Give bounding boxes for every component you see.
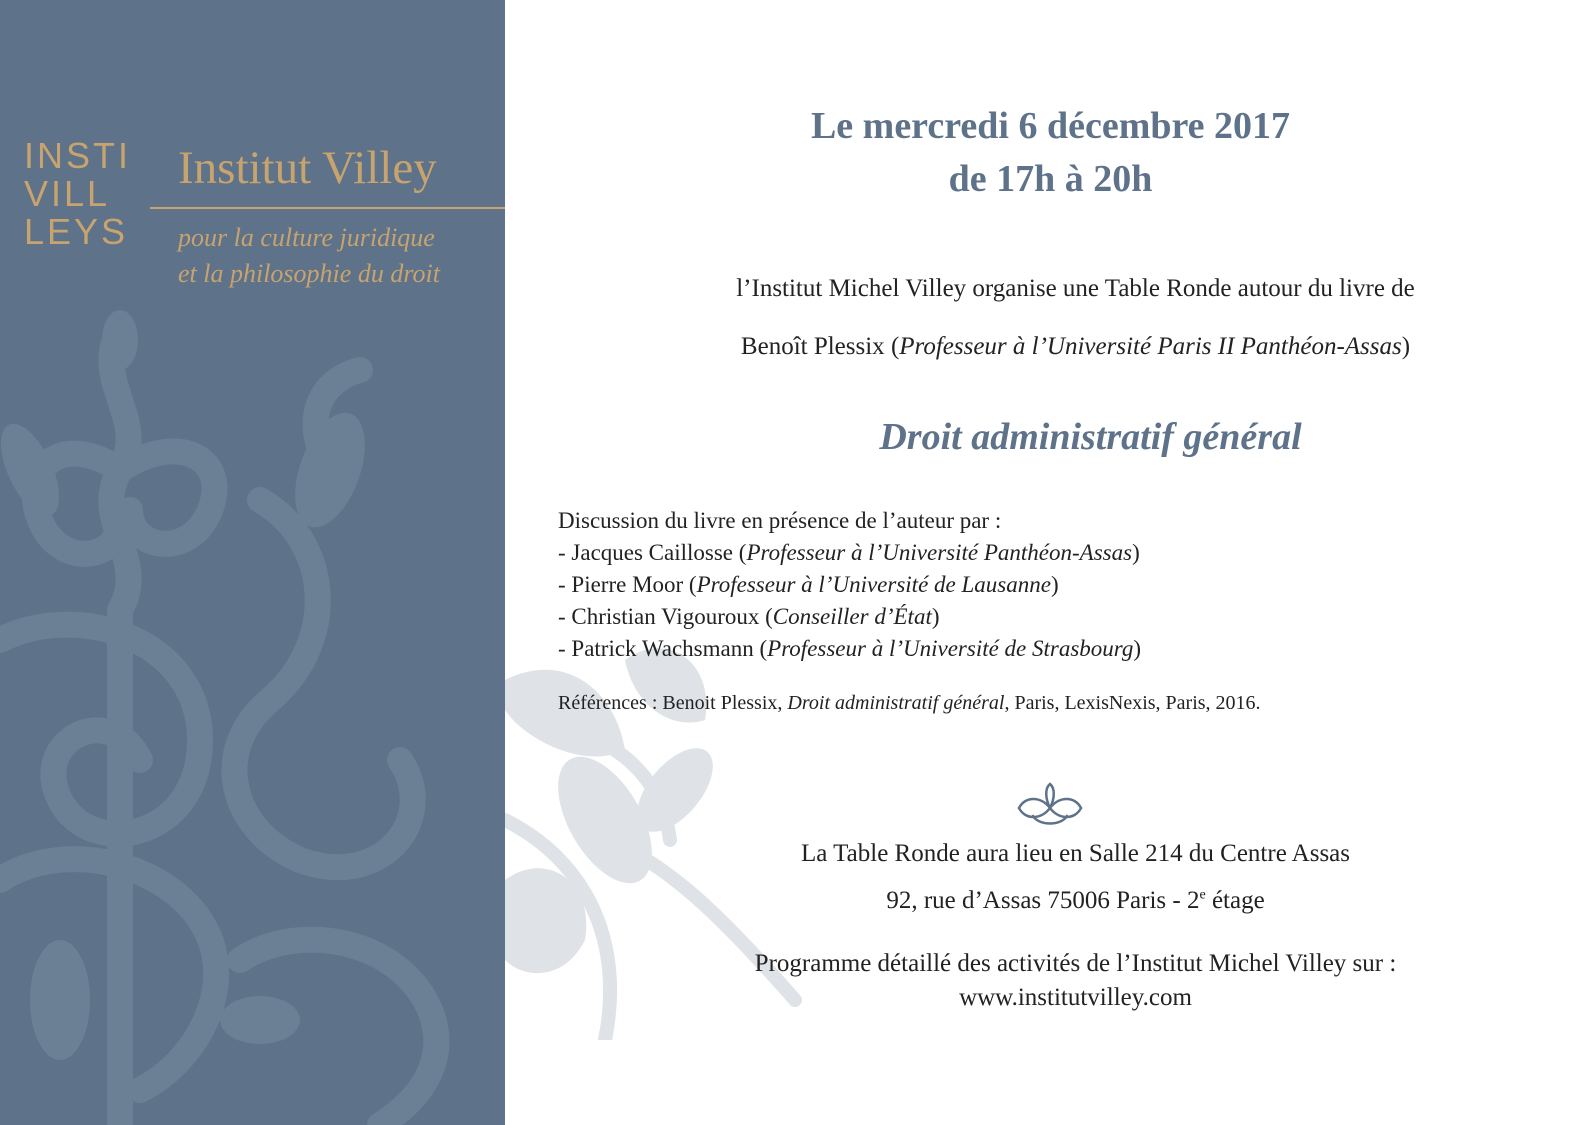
panelist-name: - Patrick Wachsmann ( bbox=[558, 636, 768, 661]
panelist-role: Conseiller d’État bbox=[772, 604, 932, 629]
website-link[interactable]: www.institutvilley.com bbox=[959, 984, 1192, 1011]
references-suffix: , Paris, LexisNexis, Paris, 2016. bbox=[1004, 692, 1261, 714]
logo-divider bbox=[150, 207, 505, 209]
logo-mark bbox=[24, 138, 149, 252]
author-role: Professeur à l’Université Paris II Panthéon-Assas bbox=[899, 333, 1402, 360]
tagline-line: et la philosophie du droit bbox=[178, 259, 440, 288]
tagline-line: pour la culture juridique bbox=[178, 223, 435, 252]
paren-close: ) bbox=[931, 604, 940, 629]
author-name: Benoît Plessix bbox=[740, 333, 885, 360]
floor-text: étage bbox=[1205, 887, 1265, 914]
panelist-item bbox=[558, 601, 1141, 633]
paren-close: ) bbox=[1050, 572, 1059, 597]
book-title: Droit administratif général bbox=[879, 416, 1302, 458]
logo-mark-line: INSTI bbox=[24, 138, 132, 176]
references-prefix: Références : Benoit Plessix, bbox=[558, 692, 788, 714]
panelist-name: - Christian Vigouroux ( bbox=[558, 604, 773, 629]
event-date bbox=[505, 100, 1596, 206]
flourish-divider-icon bbox=[1015, 780, 1085, 830]
date-line: Le mercredi 6 décembre 2017 bbox=[810, 105, 1291, 147]
panelist-role: Professeur à l’Université de Lausanne bbox=[696, 572, 1051, 597]
paren-close: ) bbox=[1132, 540, 1140, 565]
panelist-name: - Pierre Moor ( bbox=[558, 572, 697, 597]
references-title: Droit administratif général bbox=[787, 692, 1005, 714]
paren-open: ( bbox=[884, 333, 900, 360]
paren-close: ) bbox=[1401, 333, 1411, 360]
author-line bbox=[530, 333, 1596, 361]
logo-title: Institut Villey bbox=[178, 142, 437, 194]
address-text: 92, rue d’Assas 75006 Paris - 2 bbox=[886, 887, 1200, 914]
panelist-item bbox=[558, 537, 1141, 569]
venue-line: La Table Ronde aura lieu en Salle 214 du Centre Assas bbox=[800, 840, 1351, 867]
address-line bbox=[530, 887, 1596, 915]
panelist-item bbox=[558, 633, 1141, 665]
discussion-heading: Discussion du livre en présence de l’auteur par : bbox=[558, 508, 1002, 533]
main-content bbox=[505, 0, 1596, 1125]
panelist-item bbox=[558, 569, 1141, 601]
panelist-role: Professeur à l’Université de Strasbourg bbox=[767, 636, 1134, 661]
logo-mark-line: VILL bbox=[24, 176, 111, 214]
panelist-role: Professeur à l’Université Panthéon-Assas bbox=[746, 540, 1133, 565]
paren-close: ) bbox=[1133, 636, 1142, 661]
logo-mark-line: LEYS bbox=[24, 214, 129, 252]
logo-tagline bbox=[178, 220, 440, 292]
left-panel bbox=[0, 0, 505, 1125]
event-intro: l’Institut Michel Villey organise une Table Ronde autour du livre de bbox=[736, 275, 1415, 302]
references bbox=[558, 692, 1261, 715]
time-line: de 17h à 20h bbox=[948, 158, 1153, 200]
panelist-name: - Jacques Caillosse ( bbox=[558, 540, 747, 565]
discussion-block bbox=[558, 505, 1141, 665]
program-line: Programme détaillé des activités de l’Institut Michel Villey sur : bbox=[754, 950, 1397, 977]
floor-superscript: e bbox=[1199, 887, 1206, 903]
